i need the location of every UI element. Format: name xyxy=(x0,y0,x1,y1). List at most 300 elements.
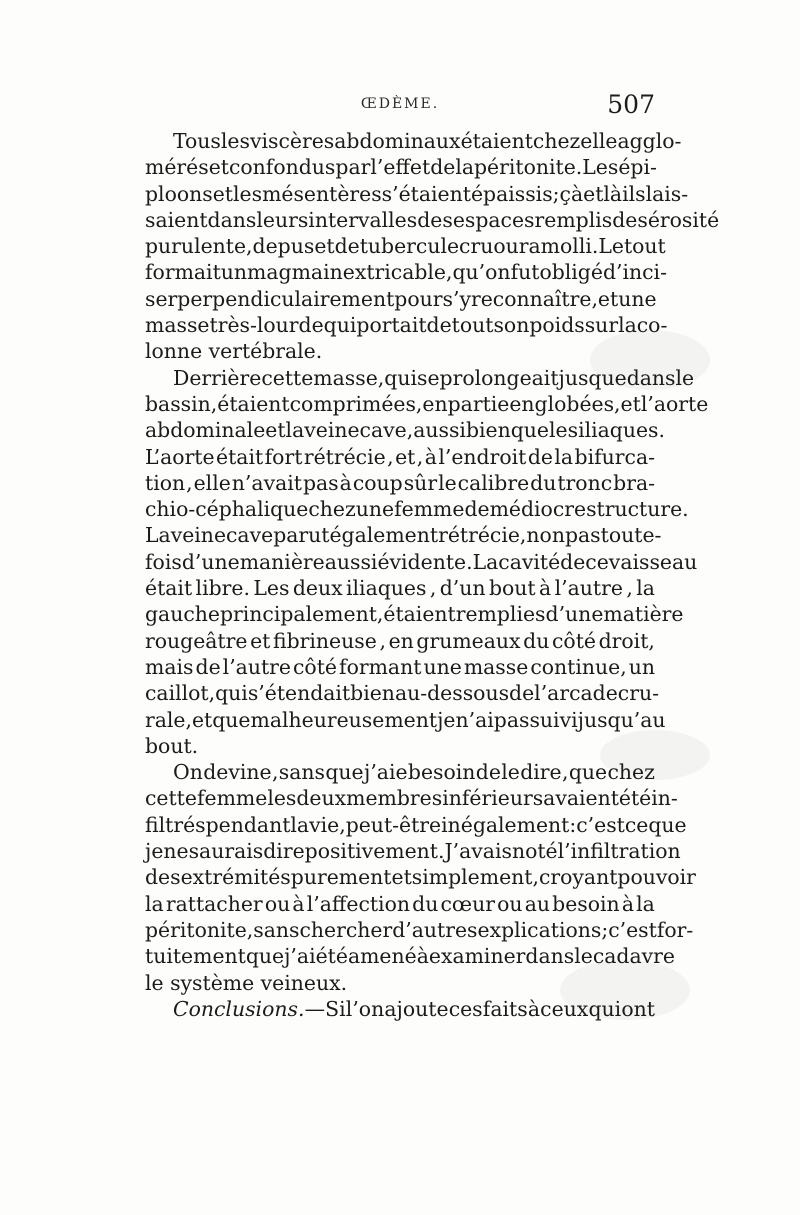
word: que xyxy=(325,760,364,785)
word: bra- xyxy=(613,470,655,495)
word: purement xyxy=(290,865,392,890)
word: que xyxy=(245,944,285,969)
word: d’une xyxy=(181,549,240,574)
word: grumeaux xyxy=(416,628,521,653)
word: , xyxy=(339,812,346,837)
word: ser xyxy=(145,286,178,311)
word: Les xyxy=(582,155,619,180)
word: cette xyxy=(145,786,197,811)
word: tubercule xyxy=(359,234,460,259)
word: et xyxy=(583,181,604,206)
word: : xyxy=(569,812,577,837)
word: ou xyxy=(264,891,291,916)
word: mais xyxy=(145,654,194,679)
word: bien xyxy=(350,681,395,706)
word: chio-céphalique xyxy=(145,497,309,522)
word: sûr xyxy=(403,470,438,495)
word: , xyxy=(379,628,386,653)
word: rétrécie xyxy=(303,444,386,469)
word: magma xyxy=(247,260,324,285)
word: dire xyxy=(263,839,305,864)
word: rale xyxy=(145,707,186,732)
word: dire xyxy=(520,760,562,785)
word: de xyxy=(475,760,501,785)
text-line xyxy=(145,312,668,338)
word: masse xyxy=(463,654,529,679)
word: membres xyxy=(346,786,443,811)
text-line xyxy=(145,259,667,285)
word: ce xyxy=(624,812,649,837)
word: une xyxy=(355,497,395,522)
word: étaient xyxy=(217,391,290,416)
word: épaissis xyxy=(470,181,553,206)
word: ont xyxy=(621,996,655,1021)
word: Les xyxy=(253,576,290,601)
running-head: ŒDÈME. xyxy=(360,96,440,112)
word: bout xyxy=(488,576,536,601)
page-number: 507 xyxy=(607,90,655,119)
word: du xyxy=(523,628,550,653)
word: un xyxy=(220,260,248,285)
word: de xyxy=(426,313,452,338)
word: aussi xyxy=(413,418,466,443)
word: iliaques xyxy=(346,576,427,601)
word: Si xyxy=(325,996,346,1021)
word: mésentères xyxy=(262,181,382,206)
word: de xyxy=(252,234,278,259)
word: for- xyxy=(656,917,694,942)
word: l’endroit xyxy=(438,444,527,469)
word: formant xyxy=(339,654,422,679)
word: veine xyxy=(170,523,227,548)
word: chercher xyxy=(299,917,393,942)
word: l’affection xyxy=(306,891,410,916)
word: péritonite. xyxy=(474,155,583,180)
word: à xyxy=(292,891,305,916)
word: simplement, xyxy=(411,865,539,890)
text-line xyxy=(145,181,689,207)
word: ou xyxy=(493,234,519,259)
word: formait xyxy=(145,260,221,285)
text-line xyxy=(145,601,684,627)
word: tronc xyxy=(557,470,613,495)
word: espaces xyxy=(452,207,535,232)
word: une xyxy=(618,286,657,311)
word: et xyxy=(212,181,233,206)
text-line xyxy=(145,233,666,259)
word: peut-être xyxy=(345,812,442,837)
word: leurs xyxy=(256,207,309,232)
word: pouvoir xyxy=(617,865,696,890)
text-line xyxy=(145,785,678,811)
word: de xyxy=(612,207,638,232)
word: manière xyxy=(239,549,325,574)
word: la xyxy=(554,444,574,469)
word: ils xyxy=(622,181,646,206)
word: cave xyxy=(226,523,274,548)
word: rattacher xyxy=(165,891,263,916)
word: L’aorte xyxy=(145,444,215,469)
word: deux xyxy=(292,576,343,601)
word: fibrineuse xyxy=(273,628,377,653)
word: masse, xyxy=(313,365,385,390)
word: la xyxy=(636,891,655,916)
word: elle xyxy=(193,470,231,495)
word: fois xyxy=(145,549,182,574)
word: libre. xyxy=(195,576,250,601)
word: inférieurs xyxy=(442,786,544,811)
word: se xyxy=(416,365,440,390)
word: la xyxy=(285,418,305,443)
word: et xyxy=(208,155,229,180)
word: La xyxy=(472,549,499,574)
text-line xyxy=(145,759,655,785)
text-line xyxy=(145,128,682,154)
word: sans xyxy=(278,760,326,785)
word: , xyxy=(271,760,279,785)
word: la xyxy=(145,891,164,916)
word: pendant xyxy=(205,812,291,837)
word: , xyxy=(416,444,424,469)
text-line xyxy=(145,470,655,496)
word: également xyxy=(329,523,439,548)
word: les xyxy=(220,129,250,153)
word: Le xyxy=(598,234,624,259)
word: sérosité xyxy=(637,207,720,232)
text-line xyxy=(145,838,681,864)
word: cave xyxy=(359,418,407,443)
word: bassin, xyxy=(145,391,218,416)
word: l’infiltration xyxy=(557,839,681,864)
word: principalement xyxy=(219,602,377,627)
word: Derrière xyxy=(173,365,262,390)
word: structure. xyxy=(586,497,689,522)
word: noté xyxy=(511,839,558,864)
word: , xyxy=(415,391,423,416)
word: le xyxy=(438,470,457,495)
word: ajoute xyxy=(384,996,449,1021)
word: ; xyxy=(601,917,609,942)
word: faits xyxy=(482,996,528,1021)
text-line xyxy=(145,575,655,601)
text-line-conclusions xyxy=(145,996,655,1022)
word: , xyxy=(591,286,598,311)
word: obligé xyxy=(539,260,603,285)
word: extrémités xyxy=(180,865,291,890)
word: femme xyxy=(196,786,268,811)
word: que xyxy=(510,418,549,443)
word: sans xyxy=(253,917,300,942)
word: à xyxy=(621,891,634,916)
word: qui xyxy=(588,996,622,1021)
word: confondus xyxy=(228,155,336,180)
word: , xyxy=(387,444,394,469)
word: d’une xyxy=(545,602,604,627)
word: je xyxy=(145,839,164,864)
word: chez xyxy=(308,497,356,522)
word: j’ai xyxy=(284,944,316,969)
word: parut xyxy=(273,523,330,548)
word: besoin xyxy=(552,891,620,916)
word: que xyxy=(212,707,251,732)
word: du xyxy=(412,891,439,916)
word: droit, xyxy=(598,628,655,653)
word: au-dessous xyxy=(394,681,510,706)
word: comprimées xyxy=(289,391,416,416)
word: in- xyxy=(651,786,678,811)
text-line xyxy=(145,207,720,233)
body-text xyxy=(145,128,720,1022)
word: à xyxy=(416,944,429,969)
word: s’y xyxy=(442,286,471,311)
word: mérés xyxy=(145,155,209,180)
text-line: le système veineux. xyxy=(145,970,348,995)
word: chez xyxy=(532,129,581,153)
word: de xyxy=(334,234,360,259)
word: jusque xyxy=(558,365,627,390)
word: besoin xyxy=(407,760,476,785)
word: au xyxy=(524,891,550,916)
word: cadavre xyxy=(592,944,675,969)
word: des xyxy=(145,865,181,890)
word: été xyxy=(315,944,348,969)
text-line xyxy=(145,628,655,654)
word: c’est xyxy=(576,812,625,837)
word: cœur xyxy=(440,891,495,916)
word: malheureusement xyxy=(250,707,438,732)
word: femme xyxy=(394,497,465,522)
text-line xyxy=(145,812,687,838)
word: était xyxy=(216,444,264,469)
word: qui xyxy=(215,681,248,706)
text-line xyxy=(145,365,695,391)
word: bifurca- xyxy=(574,444,655,469)
word: n’ai xyxy=(455,707,494,732)
word: englobées, xyxy=(509,391,621,416)
word: que xyxy=(648,812,687,837)
word: avaient xyxy=(543,786,619,811)
word: , xyxy=(626,576,633,601)
word: des xyxy=(417,207,453,232)
word: l’effet xyxy=(370,155,431,180)
text-line xyxy=(145,943,675,969)
word: à xyxy=(424,444,437,469)
word: tout xyxy=(451,313,494,338)
word: la xyxy=(636,576,655,601)
word: tout xyxy=(623,234,666,259)
word: intervalles xyxy=(308,207,418,232)
word: çà xyxy=(559,181,584,206)
word: était xyxy=(145,576,193,601)
page-header xyxy=(145,92,655,122)
word: continue, xyxy=(530,654,627,679)
word: d’autres xyxy=(392,917,478,942)
word: abdominaux xyxy=(334,129,461,153)
word: abdominale xyxy=(145,418,266,443)
word: positivement. xyxy=(304,839,445,864)
word: La xyxy=(145,523,171,548)
word: , xyxy=(406,418,414,443)
word: vie xyxy=(309,812,340,837)
word: péritonite, xyxy=(145,917,254,942)
word: du xyxy=(530,470,557,495)
word: s’étaient xyxy=(381,181,471,206)
text-line xyxy=(145,680,659,706)
word: cru xyxy=(459,234,494,259)
word: ; xyxy=(552,181,560,206)
word: de xyxy=(509,681,535,706)
word: prolongeait xyxy=(439,365,559,390)
word: et xyxy=(597,286,619,311)
word: purulente, xyxy=(145,234,253,259)
word: pus xyxy=(277,234,315,259)
word: que xyxy=(568,760,608,785)
word: saurais xyxy=(188,839,264,864)
word: aussi xyxy=(324,549,378,574)
word: On xyxy=(173,760,203,785)
text-line xyxy=(145,707,666,733)
word: inégalement xyxy=(441,812,570,837)
word: de xyxy=(527,444,553,469)
word: matière xyxy=(603,602,684,627)
word: le xyxy=(574,944,593,969)
text-line xyxy=(145,891,655,917)
word: fut xyxy=(510,260,540,285)
word: , xyxy=(561,760,569,785)
word: qui xyxy=(384,365,417,390)
word: rétrécie, xyxy=(438,523,527,548)
word: devine xyxy=(203,760,272,785)
text-line: lonne vertébrale. xyxy=(145,339,323,364)
word: été xyxy=(618,786,652,811)
word: toute- xyxy=(600,523,662,548)
word: masse xyxy=(145,313,210,338)
word: ne xyxy=(163,839,189,864)
word: à xyxy=(527,996,541,1021)
word: , xyxy=(376,602,384,627)
word: dans xyxy=(207,207,257,232)
word: la xyxy=(290,812,310,837)
word: le xyxy=(675,365,695,390)
word: c’est xyxy=(608,917,657,942)
text-line: bout. xyxy=(145,733,199,758)
word: la xyxy=(618,313,637,338)
word: ou xyxy=(497,891,523,916)
word: et xyxy=(314,234,335,259)
word: par xyxy=(335,155,371,180)
word: — xyxy=(304,996,325,1021)
word: l’autre xyxy=(554,576,623,601)
word: une xyxy=(423,654,462,679)
word: jusqu’au xyxy=(577,707,666,732)
text-line xyxy=(145,864,696,890)
word: côté xyxy=(293,654,337,679)
word: de xyxy=(195,654,221,679)
word: très-lourde xyxy=(209,313,324,338)
text-line xyxy=(145,549,698,575)
word: médiocre xyxy=(489,497,587,522)
word: en xyxy=(422,391,448,416)
word: un xyxy=(628,654,655,679)
word: saient xyxy=(145,207,208,232)
word: perpendiculairement xyxy=(177,286,395,311)
text-line xyxy=(145,286,655,312)
word: coup xyxy=(352,470,403,495)
word: l’arcade xyxy=(534,681,618,706)
word: l’autre xyxy=(222,654,291,679)
word: portait xyxy=(356,313,427,338)
word: caillot, xyxy=(145,681,216,706)
word: agglo- xyxy=(617,129,682,153)
word: et xyxy=(250,628,271,653)
word: les xyxy=(267,786,297,811)
word: elle xyxy=(580,129,618,153)
word: épi- xyxy=(618,155,657,180)
word: Tous xyxy=(173,129,221,153)
word: là xyxy=(603,181,623,206)
word: , xyxy=(186,470,193,495)
word: fort xyxy=(264,444,303,469)
word: s’étendait xyxy=(247,681,351,706)
word: de xyxy=(430,155,456,180)
word: et xyxy=(191,707,213,732)
word: remplies xyxy=(455,602,546,627)
word: à xyxy=(539,576,552,601)
word: poids xyxy=(529,313,585,338)
text-line xyxy=(145,522,662,548)
word: croyant xyxy=(538,865,618,890)
word: ramolli. xyxy=(518,234,599,259)
word: cavité xyxy=(498,549,561,574)
word: non xyxy=(526,523,565,548)
word: à xyxy=(339,470,352,495)
word: viscères xyxy=(249,129,335,153)
text-line xyxy=(145,917,694,943)
text-line xyxy=(145,444,655,470)
word: inextricable, xyxy=(323,260,453,285)
word: je xyxy=(437,707,456,732)
word: suivi xyxy=(529,707,578,732)
word: , xyxy=(185,707,192,732)
word: côté xyxy=(552,628,596,653)
word: examiner xyxy=(428,944,526,969)
word: partie xyxy=(447,391,510,416)
word: dans xyxy=(525,944,575,969)
word: d’inci- xyxy=(602,260,667,285)
word: iliaques. xyxy=(578,418,665,443)
word: en xyxy=(388,628,414,653)
word: évidente. xyxy=(377,549,473,574)
word: explications xyxy=(477,917,602,942)
word: d’un xyxy=(439,576,486,601)
word: et xyxy=(395,444,416,469)
word: remplis xyxy=(534,207,613,232)
word: amené xyxy=(347,944,417,969)
word: , xyxy=(429,576,437,601)
word: deux xyxy=(296,786,347,811)
conclusions-heading: Conclusions. xyxy=(173,996,305,1021)
word: chez xyxy=(607,760,655,785)
word: ploons xyxy=(145,181,213,206)
word: les xyxy=(549,418,579,443)
text-line xyxy=(145,154,655,180)
word: ces xyxy=(448,996,483,1021)
word: de xyxy=(560,549,586,574)
word: pas xyxy=(493,707,530,732)
word: étaient xyxy=(460,129,533,153)
word: n’avait xyxy=(231,470,302,495)
word: cru- xyxy=(617,681,659,706)
